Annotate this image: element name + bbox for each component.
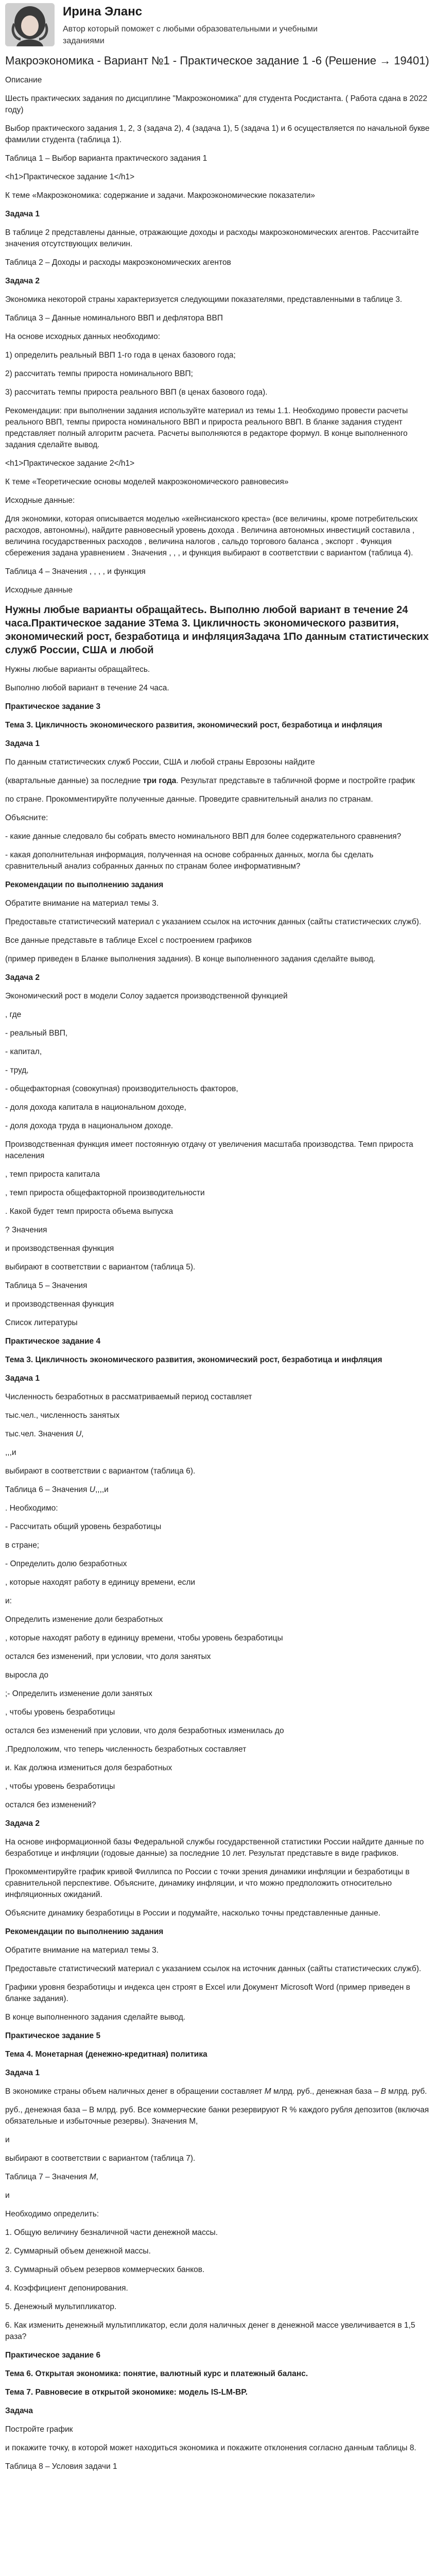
text-run: ,: [96, 2173, 98, 2182]
text-run: ,: [81, 1430, 84, 1439]
paragraph: и. Как должна измениться доля безработных: [5, 1764, 172, 1773]
paragraph: и: [5, 2191, 10, 2200]
paragraph: Исходные данные: [5, 586, 73, 595]
section-heading: Тема 3. Цикличность экономического развития, экономический рост, безработица и инфляция: [5, 1355, 382, 1365]
section-heading: Тема 6. Открытая экономика: понятие, валютный курс и платежный баланс.: [5, 2369, 308, 2379]
section-heading: Задача 2: [5, 277, 40, 286]
paragraph: Предоставьте статистический материал с указанием ссылок на источник данных (сайты статистических служб).: [5, 918, 422, 927]
paragraph: <h1>Практическое задание 1</h1>: [5, 173, 135, 182]
paragraph: - доля дохода капитала в национальном доходе,: [5, 1103, 186, 1112]
paragraph: Все данные представьте в таблице Excel с построением графиков: [5, 936, 252, 945]
text-run: (квартальные данные) за последние: [5, 776, 143, 786]
paragraph: Выполню любой вариант в течение 24 часа.: [5, 684, 169, 693]
section-heading: Тема 7. Равновесие в открытой экономике: модель IS-LM-BP.: [5, 2388, 248, 2397]
paragraph: остался без изменений?: [5, 1801, 96, 1810]
author-info: [63, 3, 351, 47]
paragraph: Шесть практических задания по дисциплине "Макроэкономика" для студента Росдистанта. ( Работа сдана в 2022 году): [5, 94, 428, 115]
section-heading: Рекомендации по выполнению задания: [5, 880, 164, 890]
paragraph: 5. Денежный мультипликатор.: [5, 2302, 117, 2312]
paragraph: - Определить долю безработных: [5, 1560, 127, 1569]
paragraph: - Рассчитать общий уровень безработицы: [5, 1522, 162, 1532]
text-run: Таблица 7 – Значения: [5, 2173, 90, 2182]
section-heading: Задача 1: [5, 739, 40, 749]
paragraph: <h1>Практическое задание 2</h1>: [5, 459, 135, 468]
paragraph: Обратите внимание на материал темы 3.: [5, 899, 159, 908]
paragraph: Таблица 1 – Выбор варианта практического задания 1: [5, 154, 207, 163]
paragraph: остался без изменений при условии, что доля безработных изменилась до: [5, 1726, 284, 1736]
paragraph: 1. Общую величину безналичной части денежной массы.: [5, 2228, 218, 2238]
paragraph: 2. Суммарный объем денежной массы.: [5, 2247, 151, 2256]
section-heading: Задача 1: [5, 2069, 40, 2078]
paragraph: На основе исходных данных необходимо:: [5, 332, 161, 342]
paragraph: Определить изменение доли безработных: [5, 1615, 163, 1624]
highlight-paragraph: Нужны любые варианты обращайтесь. Выполню любой вариант в течение 24 часа.Практическое задание 3Тема 3. Цикличность экономического развития, экономический рост, безработица и инфляцияЗадача 1По данным статистических служб России, США и любой: [5, 604, 429, 656]
paragraph: и производственная функция: [5, 1300, 114, 1309]
paragraph: по стране. Прокомментируйте полученные данные. Проведите сравнительный анализ по странам.: [5, 795, 373, 804]
paragraph: , чтобы уровень безработицы: [5, 1708, 115, 1717]
paragraph: 3. Суммарный объем резервов коммерческих банков.: [5, 2265, 205, 2275]
section-heading: Практическое задание 3: [5, 702, 101, 711]
paragraph: - капитал,: [5, 1047, 42, 1057]
paragraph: По данным статистических служб России, США и любой страны Еврозоны найдите: [5, 758, 315, 767]
paragraph: Необходимо определить:: [5, 2210, 99, 2219]
paragraph: Рекомендации: при выполнении задания используйте материал из темы 1.1. Необходимо провести расчеты реального ВВП, темпы прироста номинального ВВП и прироста реального ВВП. В бланке задания студент представляет полный алгоритм расчета. Расчеты выполняются в редакторе формул. В конце выполненного задания сделайте вывод.: [5, 406, 408, 450]
text-run: . Результат представьте в табличной форме и постройте график: [176, 776, 415, 786]
section-heading: Тема 3. Цикличность экономического развития, экономический рост, безработица и инфляция: [5, 721, 382, 730]
paragraph: К теме «Макроэкономика: содержание и задачи. Макроэкономические показатели»: [5, 191, 315, 200]
paragraph: [5, 1481, 431, 1499]
paragraph: На основе информационной базы Федеральной службы государственной статистики России найдите данные по безработице и инфляции (годовые данные) за последние 10 лет. Результат представьте в виде графиков.: [5, 1838, 424, 1858]
paragraph: Нужны любые варианты обращайтесь.: [5, 665, 150, 674]
text-run: млрд. руб., денежная база –: [271, 2087, 381, 2096]
paragraph: В конце выполненного задания сделайте вывод.: [5, 2013, 186, 2022]
paragraph: и производственная функция: [5, 1244, 114, 1253]
paragraph: - общефакторная (совокупная) производительность факторов,: [5, 1084, 238, 1094]
text-run: ,,,,и: [95, 1485, 109, 1495]
paragraph: Объясните динамику безработицы в России и подумайте, насколько точны представленные данные.: [5, 1909, 381, 1918]
page-title: Макроэкономика - Вариант №1 - Практическое задание 1 -6 (Решение → 19401): [5, 54, 429, 67]
paragraph: Выбор практического задания 1, 2, 3 (задача 2), 4 (задача 1), 5 (задача 1) и 6 осуществляется по начальной букве фамилии студента (таблица 1).: [5, 124, 430, 145]
paragraph: и: [5, 2136, 10, 2145]
text-run: ,,,и: [5, 1448, 16, 1458]
text-run: U: [75, 1430, 82, 1439]
paragraph: [5, 1444, 431, 1462]
section-heading: Практическое задание 4: [5, 1337, 101, 1346]
paragraph: К теме «Теоретические основы моделей макроэкономического равновесия»: [5, 478, 289, 487]
paragraph: - какие данные следовало бы собрать вместо номинального ВВП для более содержательного сравнения?: [5, 832, 402, 841]
paragraph: Список литературы: [5, 1318, 78, 1328]
paragraph: [5, 2082, 431, 2101]
task-description: [5, 71, 431, 2476]
paragraph: [5, 1425, 431, 1444]
paragraph: Исходные данные:: [5, 496, 75, 505]
paragraph: ? Значения: [5, 1226, 47, 1235]
paragraph: Таблица 5 – Значения: [5, 1281, 88, 1291]
author-avatar[interactable]: [5, 3, 55, 46]
paragraph: 6. Как изменить денежный мультипликатор, если доля наличных денег в денежной массе увеличивается в 1,5 раза?: [5, 2321, 415, 2342]
paragraph: остался без изменений, при условии, что доля занятых: [5, 1652, 211, 1662]
section-heading: Задача 1: [5, 1374, 40, 1383]
section-heading: Тема 4. Монетарная (денежно-кредитная) политика: [5, 2050, 207, 2059]
text-run: три года: [143, 776, 177, 786]
author-description: Автор который поможет с любыми образовательными и учебными заданиями: [63, 25, 318, 45]
paragraph: выбирают в соответствии с вариантом (таблица 7).: [5, 2154, 196, 2163]
text-run: B: [380, 2087, 386, 2096]
text-run: M: [89, 2173, 96, 2182]
section-heading: Задача 2: [5, 973, 40, 982]
paragraph: . Необходимо:: [5, 1504, 58, 1513]
paragraph: Производственная функция имеет постоянную отдачу от увеличения масштаба производства. Темп прироста населения: [5, 1140, 413, 1161]
paragraph: Таблица 8 – Условия задачи 1: [5, 2462, 117, 2471]
paragraph: . Какой будет темп прироста объема выпуска: [5, 1207, 173, 1216]
paragraph: тыс.чел., численность занятых: [5, 1411, 120, 1420]
paragraph: Таблица 4 – Значения , , , , и функция: [5, 567, 146, 577]
paragraph: 4. Коэффициент депонирования.: [5, 2284, 128, 2293]
paragraph: выбирают в соответствии с вариантом (таблица 6).: [5, 1467, 196, 1476]
paragraph: Таблица 2 – Доходы и расходы макроэкономических агентов: [5, 258, 231, 267]
paragraph: , темп прироста капитала: [5, 1170, 100, 1179]
paragraph: [5, 772, 431, 790]
paragraph: - реальный ВВП,: [5, 1029, 68, 1038]
section-heading: Задача 2: [5, 1819, 40, 1828]
paragraph: Постройте график: [5, 2425, 73, 2434]
paragraph: , чтобы уровень безработицы: [5, 1782, 115, 1791]
paragraph: - доля дохода труда в национальном доходе.: [5, 1122, 173, 1131]
text-run: тыс.чел. Значения: [5, 1430, 76, 1439]
text-run: U: [89, 1485, 95, 1495]
paragraph: Обратите внимание на материал темы 3.: [5, 1946, 159, 1955]
paragraph: , которые находят работу в единицу времени, чтобы уровень безработицы: [5, 1634, 283, 1643]
author-name[interactable]: Ирина Эланс: [63, 5, 143, 19]
paragraph: и:: [5, 1597, 12, 1606]
paragraph: ;- Определить изменение доли занятых: [5, 1689, 152, 1699]
paragraph: Для экономики, которая описывается моделью «кейнсианского креста» (все величины, кроме потребительских расходов, автономны), найдите равновесный уровень дохода . Величина автономных инвестиций составила , величина государственных расходов , величина налогов , сальдо торгового баланса , экспорт . Функция сбережения задана уравнением . Значения , , , и функция выбирают в соответствии с вариантом (таблица 4).: [5, 515, 418, 558]
paragraph: руб., денежная база – B млрд. руб. Все коммерческие банки резервируют R % каждого рубля депозитов (включая обязательные и избыточные резервы). Значения M,: [5, 2106, 429, 2126]
paragraph: Численность безработных в рассматриваемый период составляет: [5, 1393, 252, 1402]
text-run: В экономике страны объем наличных денег в обращении составляет: [5, 2087, 265, 2096]
paragraph: 3) рассчитать темпы прироста реального ВВП (в ценах базового года).: [5, 388, 268, 397]
paragraph: , которые находят работу в единицу времени, если: [5, 1578, 196, 1587]
author-card: [5, 0, 431, 53]
paragraph: Прокомментируйте график кривой Филлипса по России с точки зрения динамики инфляции и безработицы в сравнительной перспективе. Объясните, динамику инфляции, и что можно предположить относительно инфляционных ожиданий.: [5, 1868, 410, 1900]
paragraph: [5, 2168, 431, 2187]
paragraph: .Предположим, что теперь численность безработных составляет: [5, 1745, 247, 1754]
paragraph: Таблица 3 – Данные номинального ВВП и дефлятора ВВП: [5, 314, 223, 323]
paragraph: Экономика некоторой страны характеризуется следующими показателями, представленными в таблице 3.: [5, 295, 403, 304]
text-run: Таблица 6 – Значения: [5, 1485, 90, 1495]
paragraph: Предоставьте статистический материал с указанием ссылок на источник данных (сайты статистических служб).: [5, 1964, 422, 1974]
paragraph: Экономический рост в модели Солоу задается производственной функцией: [5, 992, 288, 1001]
paragraph: В таблице 2 представлены данные, отражающие доходы и расходы макроэкономических агентов. Рассчитайте значения отсутствующих величин.: [5, 228, 419, 249]
paragraph: Графики уровня безработицы и индекса цен строят в Excel или Документ Microsoft Word (пример приведен в бланке задания).: [5, 1983, 410, 2004]
paragraph: Объясните:: [5, 814, 48, 823]
paragraph: 2) рассчитать темпы прироста номинального ВВП;: [5, 369, 193, 379]
paragraph: , где: [5, 1010, 22, 1020]
paragraph: (пример приведен в Бланке выполнения задания). В конце выполненного задания сделайте вывод.: [5, 955, 376, 964]
section-heading: Рекомендации по выполнению задания: [5, 1927, 164, 1937]
paragraph: - труд,: [5, 1066, 29, 1075]
paragraph: Описание: [5, 76, 42, 85]
section-heading: Практическое задание 6: [5, 2351, 101, 2360]
paragraph: 1) определить реальный ВВП 1-го года в ценах базового года;: [5, 351, 236, 360]
section-heading: Задача 1: [5, 210, 40, 219]
text-run: млрд. руб.: [386, 2087, 427, 2096]
paragraph: выросла до: [5, 1671, 49, 1680]
paragraph: , темп прироста общефакторной производительности: [5, 1189, 205, 1198]
section-heading: Задача: [5, 2406, 33, 2416]
paragraph: в стране;: [5, 1541, 40, 1550]
section-heading: Практическое задание 5: [5, 2031, 101, 2041]
paragraph: и покажите точку, в которой может находиться экономика и покажите отклонения согласно данным таблицы 8.: [5, 2444, 416, 2453]
paragraph: выбирают в соответствии с вариантом (таблица 5).: [5, 1263, 196, 1272]
paragraph: - какая дополнительная информация, полученная на основе собранных данных, могла бы сделать сравнительный анализ собранных данных по странам более информативным?: [5, 851, 374, 871]
author-photo-icon: [5, 3, 55, 46]
text-run: M: [264, 2087, 271, 2096]
